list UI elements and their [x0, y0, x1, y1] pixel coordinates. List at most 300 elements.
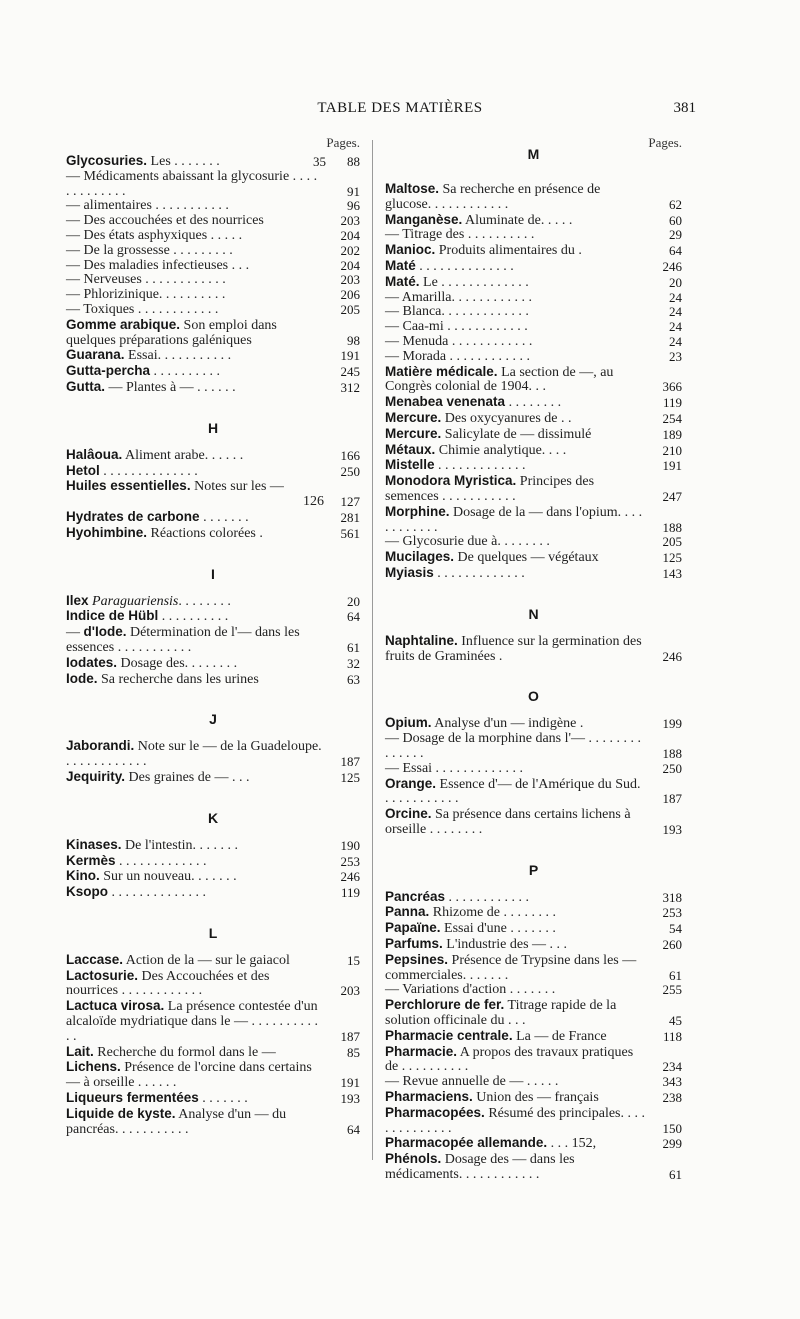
- index-entry: [66, 885, 360, 901]
- entry-page: 118: [662, 1028, 682, 1044]
- entry-page: 96: [347, 198, 360, 214]
- entry-text: — Glycosurie due à. . . . . . . .: [385, 534, 550, 550]
- entry-page: 246: [662, 258, 682, 274]
- index-entry: [66, 495, 360, 510]
- entries-i: [66, 594, 360, 688]
- entry-page: 343: [662, 1074, 682, 1090]
- entry-heading: Kinases.: [66, 836, 122, 852]
- entry-page: 202: [340, 242, 360, 258]
- entry-heading: Panna.: [385, 904, 430, 920]
- entry-text: — Essai . . . . . . . . . . . . .: [385, 760, 524, 776]
- entry-page: 85: [347, 1044, 360, 1060]
- entry-text: — Des accouchées et des nourrices: [66, 213, 264, 229]
- entry-page: 190: [340, 837, 360, 853]
- entry-text: Des graines de — . . .: [125, 769, 250, 785]
- entries-l: [66, 953, 360, 1138]
- entry-text: L'industrie des — . . .: [442, 937, 568, 953]
- entry-text: Dosage de la — dans l'opium. . . . . . . . . . . .: [385, 504, 643, 535]
- index-entry: [66, 303, 360, 318]
- index-entry: [385, 1045, 682, 1076]
- index-entry: [385, 921, 682, 937]
- index-entry: [385, 474, 682, 505]
- entry-page: 32: [347, 655, 360, 671]
- entry-text: — Médicaments abaissant la glycosurie . . . . . . . . . . . . .: [66, 168, 318, 199]
- entry-page: 561: [340, 525, 360, 541]
- index-entry: [66, 594, 360, 610]
- entry-text: . . . 152,: [547, 1136, 597, 1152]
- entry-page: 24: [669, 304, 682, 320]
- index-entry: [66, 214, 360, 229]
- entries-o: [385, 716, 682, 837]
- entry-heading: Maté: [385, 257, 416, 273]
- entry-page: 187: [340, 754, 360, 770]
- entry-page: 253: [340, 853, 360, 869]
- entry-text: Réactions colorées .: [147, 525, 263, 541]
- index-entry: [66, 526, 360, 542]
- entry-text: Dosage des — dans les médicaments. . . . . . . . . . . .: [385, 1152, 575, 1183]
- entry-text: — alimentaires . . . . . . . . . . .: [66, 198, 229, 214]
- pages-label: Pages.: [326, 135, 360, 150]
- entry-page: 64: [669, 243, 682, 259]
- index-entry: [385, 320, 682, 335]
- entry-text: — Phlorizinique. . . . . . . . . .: [66, 287, 226, 303]
- entry-text: Sur un nouveau. . . . . . .: [99, 869, 237, 885]
- index-entry: [385, 1075, 682, 1090]
- entry-page: 64: [347, 1121, 360, 1137]
- index-entry: [66, 1107, 360, 1138]
- entry-heading: Lactuca virosa.: [66, 998, 165, 1014]
- entry-text: Union des — français: [472, 1090, 599, 1106]
- entry-text: — Amarilla. . . . . . . . . . . .: [385, 289, 532, 305]
- entry-text: Recherche du formol dans le —: [93, 1044, 276, 1060]
- entry-text: Principes des semences . . . . . . . . . . .: [385, 474, 595, 504]
- index-entry: [385, 762, 682, 777]
- index-entry: [385, 716, 682, 732]
- running-title: TABLE DES MATIÈRES: [317, 100, 483, 116]
- entry-page: 254: [662, 410, 682, 426]
- index-entry: [385, 228, 682, 243]
- entry-heading: Métaux.: [385, 441, 436, 457]
- entry-page: 206: [340, 287, 360, 303]
- entry-heading: Manioc.: [385, 242, 436, 258]
- left-column: [66, 132, 360, 1137]
- entry-text: . . . . . . . . . . . . .: [115, 853, 207, 869]
- index-entry: [66, 448, 360, 464]
- index-entry: [385, 365, 682, 396]
- pages-label-right: Pages.: [648, 135, 682, 150]
- entry-page: 203: [340, 983, 360, 999]
- entry-heading: Kino.: [66, 868, 100, 884]
- entry-heading: Mercure.: [385, 425, 442, 441]
- entry-page: 64: [347, 609, 360, 625]
- entry-text: — Variations d'action . . . . . . .: [385, 982, 556, 998]
- entry-text: . . . . . . . . . . . . . .: [415, 258, 514, 274]
- index-entry: [66, 672, 360, 688]
- entry-heading: Indice de Hübl: [66, 608, 159, 624]
- entry-heading: Gomme arabique.: [66, 316, 181, 332]
- entry-page: 366: [662, 379, 682, 395]
- entry-page: 29: [669, 227, 682, 243]
- index-entry: [66, 318, 360, 349]
- index-entry: [66, 1060, 360, 1091]
- entry-text: — De la grossesse . . . . . . . . .: [66, 242, 233, 258]
- index-entry: [385, 395, 682, 411]
- entry-text: Chimie analytique. . . .: [435, 442, 567, 458]
- entry-text: — Blanca. . . . . . . . . . . . .: [385, 304, 529, 320]
- entry-heading: Lactosurie.: [66, 967, 139, 983]
- entry-page: 210: [662, 442, 682, 458]
- entry-text: . . . . . . . . . . . . . .: [99, 463, 198, 479]
- entry-heading: Lichens.: [66, 1059, 121, 1075]
- entry-heading: Mucilages.: [385, 549, 455, 565]
- index-entry: [385, 807, 682, 838]
- entries-h: [66, 448, 360, 542]
- index-entry: [385, 777, 682, 808]
- index-entry: [66, 999, 360, 1044]
- index-entry: [385, 1106, 682, 1137]
- entry-heading: Liquide de kyste.: [66, 1105, 176, 1121]
- entry-heading: Phénols.: [385, 1151, 442, 1167]
- entry-heading: Hetol: [66, 462, 100, 478]
- entry-page: 245: [340, 364, 360, 380]
- index-entry: [385, 335, 682, 350]
- entry-page: 238: [662, 1090, 682, 1106]
- right-column: [385, 132, 682, 1183]
- entry-page: 318: [662, 889, 682, 905]
- entry-heading: Perchlorure de fer.: [385, 997, 505, 1013]
- entry-page: 23: [669, 348, 682, 364]
- entry-page: 20: [347, 593, 360, 609]
- entry-heading: Jequirity.: [66, 768, 126, 784]
- entry-italic-text: Paraguariensis: [88, 593, 179, 609]
- index-entry: [385, 305, 682, 320]
- index-entry: [66, 625, 360, 656]
- index-entry: [66, 609, 360, 625]
- entry-page: 45: [669, 1013, 682, 1029]
- index-entry: [66, 259, 360, 274]
- letter-heading-k: K: [207, 809, 219, 826]
- entry-text: — Morada . . . . . . . . . . . .: [385, 348, 531, 364]
- entry-text: La présence contestée d'un alcaloïde mydriatique dans le — . . . . . . . . . . . .: [66, 999, 318, 1044]
- entry-text: 126: [303, 494, 324, 510]
- entry-page: 188: [662, 519, 682, 535]
- entry-page: 62: [669, 196, 682, 212]
- entry-text: — Dosage de la morphine dans l'— . . . . . . . . . . . . . .: [385, 731, 642, 761]
- index-entry: [385, 983, 682, 998]
- entry-text: Sa présence dans certains lichens à orseille . . . . . . . .: [385, 807, 631, 837]
- entry-heading: Myiasis: [385, 564, 434, 580]
- entry-text: Le . . . . . . . . . . . . .: [419, 274, 529, 290]
- entry-page: 204: [340, 227, 360, 243]
- index-entry: [66, 656, 360, 672]
- entry-text: — Plantes à — . . . . . .: [105, 379, 236, 395]
- entry-text: — Des états asphyxiques . . . . .: [66, 227, 243, 243]
- index-entry: [385, 1029, 682, 1045]
- entries-p: [385, 890, 682, 1183]
- index-entry: [385, 998, 682, 1029]
- index-entry: [66, 953, 360, 969]
- index-entry: [66, 273, 360, 288]
- entry-page: 187: [662, 791, 682, 807]
- letter-heading-j: J: [209, 711, 217, 728]
- entry-page: 250: [662, 760, 682, 776]
- entry-text: Analyse d'un — du pancréas. . . . . . . . . . .: [66, 1106, 287, 1137]
- entry-text: De quelques — végétaux: [454, 550, 599, 566]
- entry-heading: Orcine.: [385, 806, 432, 822]
- page-number: 381: [673, 100, 696, 116]
- entry-page: 61: [347, 639, 360, 655]
- index-entry: [66, 199, 360, 214]
- index-entry: [385, 550, 682, 566]
- entry-text: Influence sur la germination des fruits de Graminées .: [385, 633, 642, 664]
- entry-heading: Glycosuries.: [66, 153, 148, 168]
- entry-text: . . . . . . . . . .: [150, 364, 221, 380]
- entry-page: 189: [662, 426, 682, 442]
- entry-heading: Mercure.: [385, 409, 442, 425]
- index-entry: [385, 566, 682, 582]
- index-entry: [66, 154, 360, 170]
- entry-heading: Manganèse.: [385, 211, 463, 227]
- page-header: [0, 100, 800, 124]
- entry-page: 91: [347, 183, 360, 199]
- entry-page: 260: [662, 937, 682, 953]
- entry-text: Rhizome de . . . . . . . .: [429, 905, 557, 921]
- entry-text: Essai d'une . . . . . . .: [440, 921, 556, 937]
- entry-text: Des oxycyanures de . .: [441, 410, 572, 426]
- index-entry: [385, 427, 682, 443]
- entry-heading: Pharmacopée allemande.: [385, 1135, 548, 1151]
- entry-heading: Kermès: [66, 852, 116, 868]
- entries-j: [66, 739, 360, 785]
- entry-text: Titrage rapide de la solution officinale du . . .: [385, 998, 617, 1029]
- entry-page: 88: [347, 154, 360, 169]
- entry-text: — Revue annuelle de — . . . . .: [385, 1074, 559, 1090]
- letter-heading-n: N: [528, 605, 539, 622]
- entry-text: Présence de Trypsine dans les — commerciales. . . . . . .: [385, 952, 637, 983]
- entry-heading: Pepsines.: [385, 951, 449, 967]
- entry-text: Produits alimentaires du .: [435, 243, 582, 259]
- entry-text: A propos des travaux pratiques de . . . . . . . . . .: [385, 1044, 634, 1075]
- entry-heading: Gutta.: [66, 378, 105, 394]
- entry-page: 312: [340, 379, 360, 395]
- entry-page: 247: [662, 488, 682, 504]
- entry-text: Note sur le — de la Guadeloupe. . . . . . . . . . . . .: [66, 739, 322, 770]
- entries-k: [66, 838, 360, 901]
- entry-heading: Pharmacie centrale.: [385, 1027, 513, 1043]
- entry-page: 143: [662, 565, 682, 581]
- index-entry: [385, 259, 682, 275]
- entry-text: Présence de l'orcine dans certains — à orseille . . . . . .: [66, 1060, 312, 1091]
- entry-heading: Hyohimbine.: [66, 524, 148, 540]
- entry-heading: Liqueurs fermentées: [66, 1090, 199, 1106]
- entry-page: 125: [340, 769, 360, 785]
- entry-page: 98: [347, 332, 360, 348]
- entry-page: 60: [669, 212, 682, 228]
- index-entry: [385, 243, 682, 259]
- entry-text: . . . . . . . . . . . .: [445, 889, 530, 905]
- entry-page: 299: [662, 1136, 682, 1152]
- index-entry: [66, 739, 360, 770]
- entry-text: . . . . . . . . . .: [158, 609, 229, 625]
- index-entry: [385, 634, 682, 665]
- entry-page: 54: [669, 921, 682, 937]
- entry-page: 205: [340, 301, 360, 317]
- entry-text: Aluminate de. . . . .: [462, 212, 573, 228]
- index-entry: [66, 288, 360, 303]
- index-entry: [385, 411, 682, 427]
- entry-page: 166: [340, 447, 360, 463]
- entry-page: 127: [340, 494, 360, 510]
- entry-page: 199: [662, 716, 682, 732]
- index-entry: [385, 443, 682, 459]
- entry-heading: Ksopo: [66, 884, 108, 900]
- entry-heading: Parfums.: [385, 936, 443, 952]
- index-entry: [66, 380, 360, 396]
- index-entry: [385, 890, 682, 906]
- entry-text: . . . . . . . .: [178, 593, 231, 609]
- entry-text: — Menuda . . . . . . . . . . . .: [385, 333, 533, 349]
- index-entry: [66, 170, 360, 200]
- entry-page: 119: [340, 885, 360, 901]
- entry-page: 193: [662, 821, 682, 837]
- entry-text: . . . . . . .: [198, 1091, 248, 1107]
- entry-heading: Pharmacopées.: [385, 1104, 485, 1120]
- entry-text: Action de la — sur le gaiacol: [123, 952, 290, 968]
- index-entry: [385, 505, 682, 536]
- entry-text: — Titrage des . . . . . . . . . .: [385, 227, 535, 243]
- entry-heading: Hydrates de carbone: [66, 508, 200, 524]
- entry-page: 191: [662, 458, 682, 474]
- index-entry: [66, 854, 360, 870]
- entry-text: — Nerveuses . . . . . . . . . . . .: [66, 272, 226, 288]
- entry-text: Salicylate de — dissimulé: [441, 426, 592, 442]
- entry-heading: Laccase.: [66, 951, 124, 967]
- entry-text: Analyse d'un — indigène .: [431, 716, 584, 732]
- entry-text: Notes sur les —: [190, 479, 284, 495]
- index-entry: [385, 905, 682, 921]
- entry-page: 187: [340, 1028, 360, 1044]
- index-entry: [385, 1136, 682, 1152]
- entry-page: 281: [340, 509, 360, 525]
- entry-page: 246: [662, 648, 682, 664]
- entry-page: 24: [669, 319, 682, 335]
- entry-heading: Gutta-percha: [66, 363, 151, 379]
- entries-g: [66, 154, 360, 396]
- entry-page: 20: [669, 274, 682, 290]
- entry-text: . . . . . . . .: [505, 395, 562, 411]
- index-entry: [385, 213, 682, 229]
- entry-page: 205: [662, 534, 682, 550]
- entry-heading: Pancréas: [385, 888, 446, 904]
- letter-heading-i: I: [211, 565, 215, 582]
- entry-heading: Papaïne.: [385, 920, 441, 936]
- entry-text: Des Accouchées et des nourrices . . . . . . . . . . . .: [66, 968, 270, 999]
- index-entry: [66, 1045, 360, 1061]
- entry-page: 250: [340, 463, 360, 479]
- index-entry: [66, 1091, 360, 1107]
- entry-heading: Maté.: [385, 273, 420, 289]
- entry-text: Les . . . . . . .: [147, 154, 220, 169]
- entry-page: 61: [669, 967, 682, 983]
- index-entry: [385, 535, 682, 550]
- index-entry: [385, 1152, 682, 1183]
- entry-page: 61: [669, 1167, 682, 1183]
- entry-heading: Iode.: [66, 670, 98, 686]
- entry-text: . . . . . . .: [199, 509, 249, 525]
- entry-page: 150: [662, 1120, 682, 1136]
- entry-heading: Naphtaline.: [385, 632, 458, 648]
- entry-page-alt: 35: [313, 154, 326, 169]
- index-entry: [385, 937, 682, 953]
- entry-text: De l'intestin. . . . . . .: [121, 837, 238, 853]
- entry-heading: Monodora Myristica.: [385, 473, 517, 489]
- entry-text: Essai. . . . . . . . . . .: [124, 348, 232, 364]
- index-entry: [66, 770, 360, 786]
- entry-heading: Maltose.: [385, 181, 440, 196]
- entry-heading: Lait.: [66, 1043, 94, 1059]
- entry-heading: Jaborandi.: [66, 738, 135, 754]
- entry-heading: Opium.: [385, 715, 432, 731]
- entry-text: — Toxiques . . . . . . . . . . . .: [66, 301, 219, 317]
- index-entry: [66, 479, 360, 495]
- letter-heading-l: L: [208, 924, 218, 941]
- entry-page: 24: [669, 333, 682, 349]
- entry-heading: Menabea venenata: [385, 394, 506, 410]
- index-entry: [385, 291, 682, 306]
- entries-n: [385, 634, 682, 665]
- index-entry: [385, 275, 682, 291]
- entry-text: . . . . . . . . . . . . .: [434, 458, 526, 474]
- entry-text: Sa recherche dans les urines: [97, 671, 259, 687]
- entry-page: 15: [347, 952, 360, 968]
- index-entry: [66, 838, 360, 854]
- entry-text: . . . . . . . . . . . . . .: [108, 885, 206, 901]
- entry-heading: Mistelle: [385, 457, 435, 473]
- entry-heading: Guarana.: [66, 347, 125, 363]
- entry-text: Son emploi dans quelques préparations galéniques: [66, 317, 277, 348]
- entry-text: —: [66, 625, 84, 641]
- index-entry: [66, 869, 360, 885]
- index-entry: [66, 969, 360, 1000]
- entry-page: 191: [340, 348, 360, 364]
- index-entry: [385, 350, 682, 365]
- entry-subheading: d'Iode.: [83, 624, 127, 640]
- entry-page: 246: [340, 869, 360, 885]
- index-entry: [66, 364, 360, 380]
- index-entry: [66, 510, 360, 526]
- entry-text: Sa recherche en présence de glucose. . . . . . . . . . . .: [385, 182, 601, 212]
- entry-heading: Matière médicale.: [385, 363, 498, 379]
- column-divider: [372, 140, 373, 1160]
- entry-page: 24: [669, 289, 682, 305]
- entry-page: 204: [340, 257, 360, 273]
- entry-page: 191: [340, 1075, 360, 1091]
- entry-heading: Halâoua.: [66, 446, 123, 462]
- index-entry: [66, 229, 360, 244]
- entry-text-continued: Détermination de l'— dans les essences . . . . . . . . . . .: [66, 625, 300, 655]
- index-entry: [385, 953, 682, 984]
- entry-text: La section de —, au Congrès colonial de 1904. . .: [385, 364, 614, 395]
- entry-text: — Des maladies infectieuses . . .: [66, 257, 250, 273]
- entry-heading: Pharmacie.: [385, 1043, 458, 1059]
- entry-page: 188: [662, 745, 682, 761]
- entry-text: — Caa-mi . . . . . . . . . . . .: [385, 319, 528, 335]
- index-entry: [66, 244, 360, 259]
- entry-page: 125: [662, 550, 682, 566]
- entry-heading: Iodates.: [66, 654, 118, 670]
- entry-heading: Morphine.: [385, 503, 450, 519]
- entry-text: Résumé des principales. . . . . . . . . . . . . .: [385, 1105, 645, 1136]
